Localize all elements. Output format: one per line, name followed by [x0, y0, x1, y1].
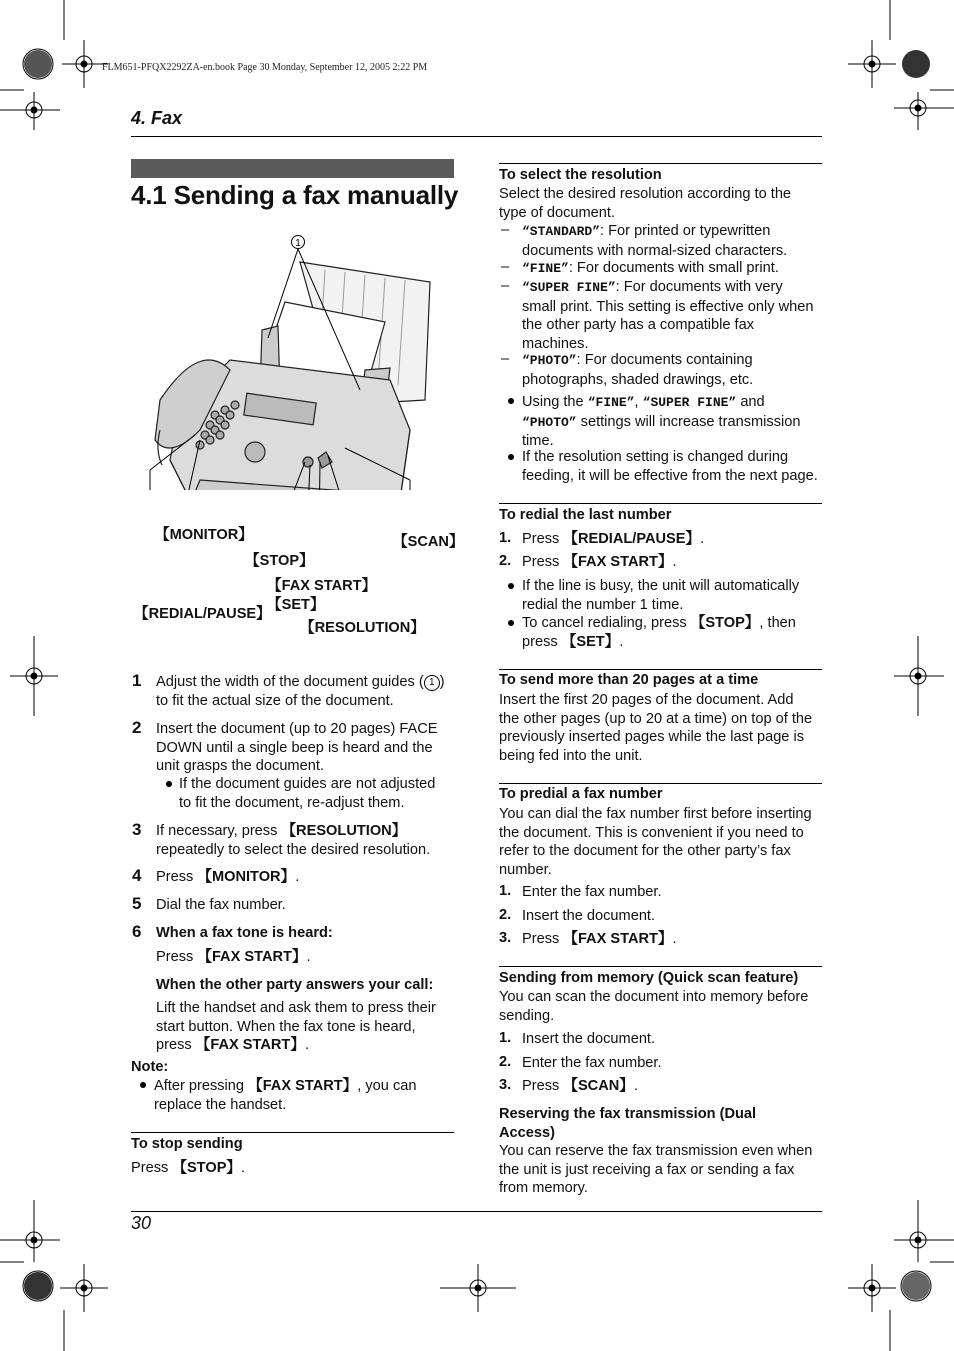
predial-text: You can dial the fax number first before inserting the document. This is convenient if you need to refer to the document for the other party’s fax number. [499, 806, 812, 878]
label-fax-start: 【FAX START】 [267, 578, 377, 594]
step-number: 5 [132, 894, 142, 913]
redial-bullet-2: To cancel redialing, press 【STOP】, then press 【SET】. [522, 615, 796, 650]
memory-item-3: Press 【SCAN】. [522, 1078, 638, 1094]
resolution-standard: “STANDARD”: For printed or typewritten documents with normal-sized characters. [522, 223, 788, 259]
step-6-press: Press 【FAX START】. [156, 949, 311, 965]
list-number: 1. [499, 530, 512, 546]
step-4-text: Press 【MONITOR】. [156, 869, 300, 885]
circled-number: 1 [424, 675, 440, 691]
section-heading: 4. Fax [131, 108, 183, 128]
predial-heading: To predial a fax number [499, 786, 663, 802]
predial-item-3: Press 【FAX START】. [522, 931, 677, 947]
label-scan: 【SCAN】 [393, 534, 464, 550]
step-number: 3 [132, 820, 142, 839]
label-set: 【SET】 [267, 597, 325, 613]
step-3-text: If necessary, press 【RESOLUTION】 repeatedly to select the desired resolution. [156, 823, 431, 858]
title-bar [131, 159, 454, 178]
redial-item-2: Press 【FAX START】. [522, 554, 677, 570]
step-6-text: Lift the handset and ask them to press their start button. When the fax tone is heard, press 【FAX START】. [156, 1000, 436, 1054]
label-resolution: 【RESOLUTION】 [300, 620, 425, 636]
predial-item-2: Insert the document. [522, 908, 656, 924]
fax-machine-illustration [140, 230, 470, 490]
list-number: 1. [499, 883, 512, 899]
bullet [140, 1082, 146, 1088]
list-number: 2. [499, 553, 512, 569]
step-2-text: Insert the document (up to 20 pages) FACE DOWN until a single beep is heard and the unit grasps the document. [156, 721, 438, 775]
predial-item-1: Enter the fax number. [522, 884, 662, 900]
dash: – [501, 278, 510, 294]
step-number: 1 [132, 671, 142, 690]
label-stop: 【STOP】 [245, 553, 314, 569]
label-monitor: 【MONITOR】 [155, 527, 253, 543]
divider [499, 503, 822, 504]
memory-text: You can scan the document into memory before sending. [499, 989, 809, 1024]
bullet [166, 781, 172, 787]
memory-heading: Sending from memory (Quick scan feature) [499, 970, 799, 986]
list-number: 1. [499, 1030, 512, 1046]
divider [499, 966, 822, 967]
page-title: 4.1 Sending a fax manually [131, 180, 459, 210]
dual-access-text: You can reserve the fax transmission even when the unit is just receiving a fax or sending a fax from memory. [499, 1143, 813, 1197]
file-header: FLM651-PFQX2292ZA-en.book Page 30 Monday, September 12, 2005 2:22 PM [102, 62, 428, 73]
footer-rule [131, 1211, 822, 1212]
list-number: 3. [499, 1077, 512, 1093]
step-1-text: Adjust the width of the document guides ( 1 ) to fit the actual size of the document. [156, 674, 445, 709]
note-text: After pressing 【FAX START】, you can replace the handset. [154, 1078, 417, 1113]
step-number: 2 [132, 718, 142, 737]
redial-heading: To redial the last number [499, 507, 672, 523]
resolution-intro: Select the desired resolution according to the type of document. [499, 186, 792, 221]
page-number: 30 [131, 1213, 152, 1233]
more-than-20-text: Insert the first 20 pages of the document. Add the other pages (up to 20 at a time) on top of the previously inserted pages while the last page is being fed into the unit. [499, 692, 813, 764]
bullet [508, 583, 514, 589]
note-heading: Note: [131, 1059, 169, 1075]
step-number: 6 [132, 922, 142, 941]
label-redial-pause: 【REDIAL/PAUSE】 [134, 606, 271, 622]
bullet [508, 398, 514, 404]
dash: – [501, 259, 510, 275]
redial-item-1: Press 【REDIAL/PAUSE】. [522, 531, 705, 547]
list-number: 3. [499, 930, 512, 946]
list-number: 2. [499, 907, 512, 923]
resolution-photo: “PHOTO”: For documents containing photographs, shaded drawings, etc. [522, 352, 754, 388]
memory-item-2: Enter the fax number. [522, 1055, 662, 1071]
step-5-text: Dial the fax number. [156, 897, 286, 913]
divider [499, 783, 822, 784]
bullet [508, 454, 514, 460]
stop-sending-heading: To stop sending [131, 1136, 243, 1152]
step-number: 4 [132, 866, 142, 885]
dash: – [501, 222, 510, 238]
resolution-super-fine: “SUPER FINE”: For documents with very small print. This setting is effective only when the other party has a compatible fax machines. [522, 279, 814, 352]
more-than-20-heading: To send more than 20 pages at a time [499, 672, 759, 688]
memory-item-1: Insert the document. [522, 1031, 656, 1047]
resolution-bullet-2: If the resolution setting is changed during feeding, it will be effective from the next page. [522, 449, 818, 484]
resolution-fine: “FINE”: For documents with small print. [522, 260, 779, 276]
step-6-heading: When a fax tone is heard: [156, 925, 333, 941]
bullet [508, 620, 514, 626]
figure-callout-number: 1 [295, 238, 301, 249]
divider [499, 163, 822, 164]
dual-access-heading: Reserving the fax transmission (Dual Access) [499, 1106, 757, 1141]
resolution-heading: To select the resolution [499, 167, 662, 183]
header-rule [131, 136, 822, 137]
list-number: 2. [499, 1054, 512, 1070]
stop-sending-text: Press 【STOP】. [131, 1160, 246, 1176]
dash: – [501, 351, 510, 367]
resolution-bullet-1: Using the “FINE”, “SUPER FINE” and “PHOTO” settings will increase transmission time. [522, 394, 801, 450]
step-2-bullet: If the document guides are not adjusted to fit the document, re-adjust them. [179, 776, 436, 811]
divider [131, 1132, 454, 1133]
divider [499, 669, 822, 670]
redial-bullet-1: If the line is busy, the unit will automatically redial the number 1 time. [522, 578, 800, 613]
step-6-heading-2: When the other party answers your call: [156, 977, 434, 993]
